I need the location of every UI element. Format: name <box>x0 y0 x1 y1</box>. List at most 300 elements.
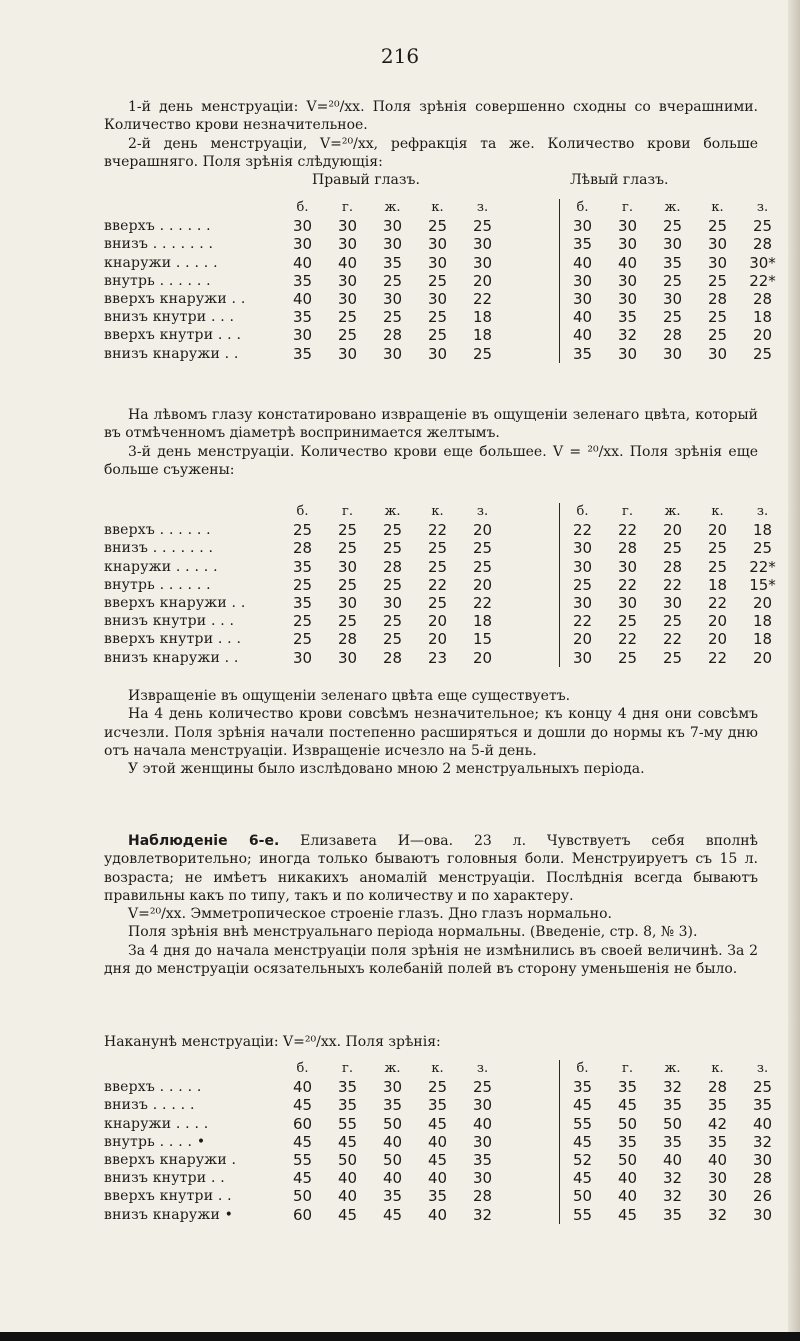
right-eye-value: 25 <box>337 308 358 327</box>
left-eye-value: 45 <box>560 1096 606 1114</box>
right-eye-value: 30 <box>472 1096 493 1115</box>
page-spine-shadow <box>788 0 800 1341</box>
left-eye-value: 30 <box>617 271 638 290</box>
left-eye-value: 28 <box>662 557 683 576</box>
right-eye-value: 35 <box>292 308 313 327</box>
right-eye-value: 30 <box>427 290 448 309</box>
right-eye-col-header: б. <box>296 200 309 215</box>
table-row <box>104 290 785 308</box>
left-eye-value: 30 <box>662 344 683 363</box>
right-eye-value: 30 <box>337 648 358 667</box>
right-eye-value: 25 <box>382 308 403 327</box>
paragraph-day3: 3-й день менструаціи. Количество крови еще большее. V = ²⁰/xx. Поля зрѣнія еще больше съужены: <box>104 443 758 478</box>
left-eye-col-header: г. <box>622 1061 633 1076</box>
right-eye-value: 45 <box>427 1114 448 1133</box>
right-eye-value: 35 <box>292 557 313 576</box>
left-eye-value: 18 <box>707 575 728 594</box>
right-eye-value: 25 <box>292 521 313 540</box>
left-eye-value: 32 <box>617 326 638 345</box>
left-eye-value: 40 <box>707 1151 728 1170</box>
left-eye-value: 30 <box>707 1187 728 1206</box>
left-eye-value: 26 <box>752 1187 773 1206</box>
left-eye-value: 20 <box>707 521 728 540</box>
left-eye-col-header: з. <box>756 200 769 215</box>
right-eye-col-header: б. <box>296 504 309 519</box>
right-eye-value: 20 <box>472 575 493 594</box>
observation-heading: Наблюденіе 6-е. <box>128 833 280 849</box>
left-eye-value: 40 <box>560 326 606 344</box>
right-eye-value: 40 <box>292 253 313 272</box>
paragraph-emmetropia: V=²⁰/xx. Эмметропическое строеніе глазъ. Дно глазъ нормально. <box>128 906 613 923</box>
left-eye-value: 30 <box>560 558 606 576</box>
header-blank <box>104 1060 280 1078</box>
left-eye-col-header: б. <box>560 1060 606 1078</box>
left-eye-value: 40 <box>617 1169 638 1188</box>
left-eye-col-header: г. <box>622 504 633 519</box>
right-eye-value: 50 <box>382 1114 403 1133</box>
row-label: внутрь . . . . . . <box>104 576 211 593</box>
left-eye-value: 25 <box>707 308 728 327</box>
row-label: кнаружи . . . . <box>104 1115 209 1132</box>
row-label: внизъ . . . . . <box>104 1097 195 1114</box>
right-eye-value: 20 <box>472 521 493 540</box>
right-eye-value: 30 <box>337 557 358 576</box>
right-eye-value: 30 <box>472 1169 493 1188</box>
left-eye-value: 32 <box>662 1078 683 1097</box>
left-eye-col-header: к. <box>711 504 724 519</box>
column-gap <box>505 308 560 326</box>
right-eye-value: 22 <box>427 521 448 540</box>
left-eye-col-header: б. <box>560 199 606 217</box>
visual-field-table-day3 <box>104 503 785 667</box>
visual-field-table-eve <box>104 1060 785 1224</box>
left-eye-col-header: з. <box>756 504 769 519</box>
paragraph-day4: На 4 день количество крови совсѣмъ незначительное; къ концу 4 дня они совсѣмъ исчезли. Поля зрѣнія начали постепенно расширяться и дошли до нормы къ 7-му дню отъ начала менструаціи. Извращеніе исчезло на 5-й день. <box>104 706 758 759</box>
left-eye-value: 22* <box>749 271 776 290</box>
right-eye-col-header: ж. <box>384 200 401 215</box>
left-eye-value: 40 <box>662 1151 683 1170</box>
table-row <box>104 1206 785 1224</box>
right-eye-value: 30 <box>382 1078 403 1097</box>
left-eye-value: 25 <box>662 612 683 631</box>
header-row <box>104 503 785 521</box>
right-eye-value: 45 <box>337 1205 358 1224</box>
left-eye-value: 25 <box>752 344 773 363</box>
left-eye-value: 28 <box>752 290 773 309</box>
row-label: вверхъ кнутри . . <box>104 1188 232 1205</box>
left-eye-value: 25 <box>707 217 728 236</box>
left-eye-value: 28 <box>752 1169 773 1188</box>
right-eye-value: 40 <box>472 1114 493 1133</box>
left-eye-value: 40 <box>617 253 638 272</box>
paragraph-observation-6 <box>104 832 758 905</box>
row-label: внизъ кнаружи • <box>104 1206 234 1223</box>
left-eye-value: 30 <box>560 272 606 290</box>
left-eye-value: 30 <box>617 290 638 309</box>
right-eye-col-header: з. <box>476 504 489 519</box>
right-eye-value: 25 <box>382 630 403 649</box>
paragraph-two-periods: У этой женщины было изслѣдовано мною 2 менструальныхъ періода. <box>128 761 645 778</box>
table-row <box>104 272 785 290</box>
left-eye-value: 30 <box>560 594 606 612</box>
left-eye-value: 25 <box>662 308 683 327</box>
right-eye-col-header: к. <box>431 504 444 519</box>
left-eye-value: 20 <box>752 648 773 667</box>
row-label: внизъ кнутри . . . <box>104 309 235 326</box>
row-label: вверхъ . . . . . . <box>104 218 211 235</box>
right-eye-value: 25 <box>337 575 358 594</box>
paragraph-color-inversion: На лѣвомъ глазу констатировано извращеніе въ ощущеніи зеленаго цвѣта, который въ отмѣченномъ діаметрѣ воспринимается желтымъ. <box>104 407 758 442</box>
left-eye-value: 28 <box>707 1078 728 1097</box>
left-eye-value: 28 <box>662 326 683 345</box>
table-row <box>104 1169 785 1187</box>
right-eye-value: 25 <box>427 1078 448 1097</box>
right-eye-value: 28 <box>382 557 403 576</box>
left-eye-value: 22 <box>617 630 638 649</box>
right-eye-value: 40 <box>292 1078 313 1097</box>
left-eye-value: 45 <box>560 1169 606 1187</box>
right-eye-value: 35 <box>337 1078 358 1097</box>
left-eye-value: 25 <box>752 1078 773 1097</box>
left-eye-value: 25 <box>617 648 638 667</box>
right-eye-value: 28 <box>472 1187 493 1206</box>
right-eye-value: 50 <box>337 1151 358 1170</box>
column-gap <box>505 1115 560 1133</box>
left-eye-value: 55 <box>560 1206 606 1224</box>
table-row <box>104 594 785 612</box>
left-eye-col-header: ж. <box>664 200 681 215</box>
left-eye-value: 22 <box>617 521 638 540</box>
left-eye-value: 25 <box>617 612 638 631</box>
right-eye-value: 30 <box>292 235 313 254</box>
right-eye-value: 25 <box>427 557 448 576</box>
left-eye-value: 45 <box>617 1096 638 1115</box>
right-eye-value: 25 <box>427 539 448 558</box>
left-eye-heading: Лѣвый глазъ. <box>570 172 669 188</box>
right-eye-value: 30 <box>292 326 313 345</box>
left-eye-value: 18 <box>752 521 773 540</box>
right-eye-value: 30 <box>427 253 448 272</box>
right-eye-value: 35 <box>382 253 403 272</box>
right-eye-value: 60 <box>292 1114 313 1133</box>
right-eye-col-header: з. <box>476 1061 489 1076</box>
left-eye-value: 35 <box>707 1132 728 1151</box>
column-gap <box>505 649 560 667</box>
table-row <box>104 235 785 253</box>
right-eye-value: 25 <box>427 326 448 345</box>
right-eye-value: 30 <box>382 235 403 254</box>
row-label: внутрь . . . . • <box>104 1133 206 1150</box>
table-row <box>104 1096 785 1114</box>
left-eye-value: 35 <box>662 253 683 272</box>
right-eye-value: 25 <box>337 521 358 540</box>
right-eye-col-header: к. <box>431 1061 444 1076</box>
paragraph-normal-fields: Поля зрѣнія внѣ менструальнаго періода нормальны. (Введеніе, стр. 8, № 3). <box>128 924 698 941</box>
left-eye-value: 30 <box>707 344 728 363</box>
right-eye-value: 40 <box>337 1169 358 1188</box>
right-eye-value: 30 <box>337 217 358 236</box>
column-gap <box>505 1169 560 1187</box>
column-gap <box>505 1133 560 1151</box>
right-eye-value: 30 <box>337 594 358 613</box>
right-eye-value: 30 <box>292 648 313 667</box>
right-eye-value: 30 <box>472 253 493 272</box>
left-eye-value: 35 <box>560 1078 606 1096</box>
left-eye-value: 22* <box>749 557 776 576</box>
column-gap <box>505 1096 560 1114</box>
left-eye-value: 52 <box>560 1151 606 1169</box>
right-eye-col-header: г. <box>342 1061 353 1076</box>
column-gap <box>505 254 560 272</box>
column-gap <box>505 1078 560 1096</box>
column-gap <box>505 345 560 363</box>
left-eye-value: 32 <box>707 1205 728 1224</box>
left-eye-value: 22 <box>662 575 683 594</box>
text-block-5 <box>104 1033 758 1051</box>
right-eye-value: 25 <box>382 575 403 594</box>
right-eye-col-header: ж. <box>384 1061 401 1076</box>
row-label: внизъ . . . . . . . <box>104 236 214 253</box>
table-row <box>104 576 785 594</box>
left-eye-value: 30 <box>662 290 683 309</box>
right-eye-value: 60 <box>292 1205 313 1224</box>
right-eye-value: 22 <box>472 290 493 309</box>
left-eye-value: 30 <box>752 1205 773 1224</box>
left-eye-value: 50 <box>560 1187 606 1205</box>
column-gap <box>505 558 560 576</box>
right-eye-value: 25 <box>292 575 313 594</box>
right-eye-value: 55 <box>292 1151 313 1170</box>
right-eye-value: 35 <box>292 344 313 363</box>
left-eye-value: 20 <box>707 630 728 649</box>
right-eye-value: 25 <box>292 630 313 649</box>
left-eye-col-header: к. <box>711 1061 724 1076</box>
row-label: вверхъ . . . . . . <box>104 522 211 539</box>
right-eye-value: 28 <box>337 630 358 649</box>
right-eye-value: 25 <box>382 521 403 540</box>
right-eye-value: 40 <box>427 1132 448 1151</box>
left-eye-value: 25 <box>752 539 773 558</box>
right-eye-value: 25 <box>292 612 313 631</box>
column-gap <box>505 326 560 344</box>
left-eye-value: 35 <box>662 1205 683 1224</box>
left-eye-value: 40 <box>560 308 606 326</box>
left-eye-value: 35 <box>707 1096 728 1115</box>
right-eye-value: 25 <box>472 1078 493 1097</box>
right-eye-value: 25 <box>382 612 403 631</box>
right-eye-value: 30 <box>382 217 403 236</box>
observation-text: Елизавета И—ова. 23 л. Чувствуетъ себя вполнѣ удовлетворительно; иногда только бываютъ головныя боли. Менструируетъ съ 15 л. возраста; не имѣетъ никакихъ аномалій менструаціи. Послѣднія всегда бываютъ правильны какъ по типу, такъ и по количеству и по характеру. <box>104 833 758 904</box>
right-eye-value: 18 <box>472 612 493 631</box>
right-eye-value: 30 <box>337 344 358 363</box>
right-eye-value: 30 <box>427 235 448 254</box>
right-eye-value: 22 <box>472 594 493 613</box>
left-eye-value: 25 <box>707 271 728 290</box>
right-eye-value: 25 <box>382 539 403 558</box>
right-eye-col-header: б. <box>296 1061 309 1076</box>
paragraph-day2: 2-й день менструаціи, V=²⁰/xx, рефракція та же. Количество крови больше вчерашняго. Поля зрѣнія слѣдующія: <box>104 135 758 170</box>
left-eye-value: 30 <box>662 594 683 613</box>
right-eye-value: 23 <box>427 648 448 667</box>
right-eye-value: 25 <box>337 326 358 345</box>
row-label: вверхъ кнаружи . . <box>104 291 246 308</box>
right-eye-value: 30 <box>472 1132 493 1151</box>
left-eye-value: 35 <box>662 1096 683 1115</box>
right-eye-value: 45 <box>427 1151 448 1170</box>
right-eye-value: 18 <box>472 326 493 345</box>
right-eye-heading: Правый глазъ. <box>312 172 420 188</box>
left-eye-value: 25 <box>752 217 773 236</box>
visual-field-table-day2 <box>104 199 785 363</box>
left-eye-value: 30 <box>707 1169 728 1188</box>
left-eye-col-header: з. <box>756 1061 769 1076</box>
left-eye-value: 50 <box>617 1151 638 1170</box>
right-eye-value: 40 <box>427 1169 448 1188</box>
right-eye-value: 30 <box>337 235 358 254</box>
left-eye-value: 30 <box>707 253 728 272</box>
left-eye-value: 25 <box>662 217 683 236</box>
right-eye-value: 20 <box>427 612 448 631</box>
right-eye-value: 18 <box>472 308 493 327</box>
column-gap <box>505 630 560 648</box>
left-eye-value: 22 <box>707 594 728 613</box>
right-eye-value: 30 <box>382 290 403 309</box>
right-eye-value: 20 <box>427 630 448 649</box>
right-eye-value: 25 <box>427 594 448 613</box>
table-row <box>104 612 785 630</box>
row-label: внутрь . . . . . . <box>104 272 211 289</box>
column-gap <box>505 1151 560 1169</box>
right-eye-value: 45 <box>292 1096 313 1115</box>
row-label: внизъ кнутри . . <box>104 1170 225 1187</box>
left-eye-value: 30 <box>617 557 638 576</box>
column-gap <box>505 503 560 521</box>
left-eye-value: 30 <box>560 539 606 557</box>
left-eye-value: 25 <box>560 576 606 594</box>
paragraph-before-menstruation: За 4 дня до начала менструаціи поля зрѣнія не измѣнились въ своей величинѣ. За 2 дня до менструаціи осязательныхъ колебаній полей въ сторону уменьшенія не было. <box>104 942 758 978</box>
left-eye-value: 35 <box>560 345 606 363</box>
left-eye-value: 35 <box>752 1096 773 1115</box>
table-row <box>104 1078 785 1096</box>
right-eye-value: 35 <box>382 1096 403 1115</box>
right-eye-value: 35 <box>472 1151 493 1170</box>
right-eye-value: 55 <box>337 1114 358 1133</box>
table-row <box>104 630 785 648</box>
left-eye-value: 20 <box>752 594 773 613</box>
left-eye-col-header: г. <box>622 200 633 215</box>
right-eye-value: 35 <box>292 594 313 613</box>
left-eye-value: 40 <box>560 254 606 272</box>
left-eye-value: 18 <box>752 308 773 327</box>
left-eye-value: 20 <box>752 326 773 345</box>
right-eye-value: 30 <box>382 344 403 363</box>
left-eye-value: 25 <box>662 539 683 558</box>
left-eye-value: 35 <box>662 1132 683 1151</box>
right-eye-value: 25 <box>427 271 448 290</box>
column-gap <box>505 217 560 235</box>
right-eye-value: 40 <box>382 1169 403 1188</box>
left-eye-value: 32 <box>662 1169 683 1188</box>
row-label: внизъ кнаружи . . <box>104 345 239 362</box>
page-number: 216 <box>380 44 420 68</box>
left-eye-value: 35 <box>617 1078 638 1097</box>
left-eye-value: 15* <box>749 575 776 594</box>
right-eye-value: 40 <box>292 290 313 309</box>
row-label: вверхъ кнаружи . . <box>104 595 246 612</box>
left-eye-col-header: ж. <box>664 1061 681 1076</box>
right-eye-value: 45 <box>292 1169 313 1188</box>
right-eye-value: 35 <box>382 1187 403 1206</box>
text-block-3 <box>104 687 758 778</box>
right-eye-value: 35 <box>427 1096 448 1115</box>
left-eye-value: 18 <box>752 612 773 631</box>
left-eye-value: 30 <box>617 235 638 254</box>
left-eye-value: 32 <box>662 1187 683 1206</box>
scan-edge-bar <box>0 1332 800 1341</box>
left-eye-value: 28 <box>752 235 773 254</box>
left-eye-col-header: к. <box>711 200 724 215</box>
left-eye-value: 18 <box>752 630 773 649</box>
right-eye-value: 25 <box>427 217 448 236</box>
table-row <box>104 345 785 363</box>
right-eye-value: 50 <box>292 1187 313 1206</box>
right-eye-value: 40 <box>382 1132 403 1151</box>
left-eye-value: 30 <box>617 217 638 236</box>
row-label: вверхъ кнаружи . <box>104 1152 237 1169</box>
column-gap <box>505 612 560 630</box>
left-eye-value: 30 <box>560 649 606 667</box>
right-eye-value: 30 <box>337 271 358 290</box>
right-eye-value: 45 <box>292 1132 313 1151</box>
header-blank <box>104 199 280 217</box>
right-eye-value: 35 <box>292 271 313 290</box>
right-eye-value: 25 <box>337 539 358 558</box>
left-eye-value: 28 <box>617 539 638 558</box>
header-blank <box>104 503 280 521</box>
right-eye-value: 28 <box>382 326 403 345</box>
right-eye-value: 40 <box>337 1187 358 1206</box>
row-label: кнаружи . . . . . <box>104 254 218 271</box>
row-label: кнаружи . . . . . <box>104 558 218 575</box>
left-eye-value: 25 <box>707 326 728 345</box>
right-eye-value: 32 <box>472 1205 493 1224</box>
right-eye-col-header: ж. <box>384 504 401 519</box>
right-eye-value: 25 <box>427 308 448 327</box>
right-eye-value: 35 <box>427 1187 448 1206</box>
table-row <box>104 649 785 667</box>
left-eye-value: 45 <box>617 1205 638 1224</box>
column-gap <box>505 594 560 612</box>
left-eye-col-header: б. <box>560 503 606 521</box>
paragraph-eve-of-menstruation: Наканунѣ менструаціи: V=²⁰/xx. Поля зрѣнія: <box>104 1034 441 1050</box>
left-eye-value: 22 <box>662 630 683 649</box>
left-eye-value: 25 <box>707 539 728 558</box>
left-eye-value: 20 <box>707 612 728 631</box>
column-gap <box>505 199 560 217</box>
row-label: внизъ кнаружи . . <box>104 649 239 666</box>
right-eye-value: 25 <box>472 344 493 363</box>
right-eye-value: 20 <box>472 271 493 290</box>
left-eye-value: 35 <box>617 308 638 327</box>
right-eye-value: 22 <box>427 575 448 594</box>
left-eye-value: 25 <box>662 271 683 290</box>
left-eye-value: 40 <box>617 1187 638 1206</box>
left-eye-value: 20 <box>662 521 683 540</box>
right-eye-col-header: к. <box>431 200 444 215</box>
table-row <box>104 1187 785 1205</box>
column-gap <box>505 576 560 594</box>
row-label: вверхъ кнутри . . . <box>104 327 242 344</box>
